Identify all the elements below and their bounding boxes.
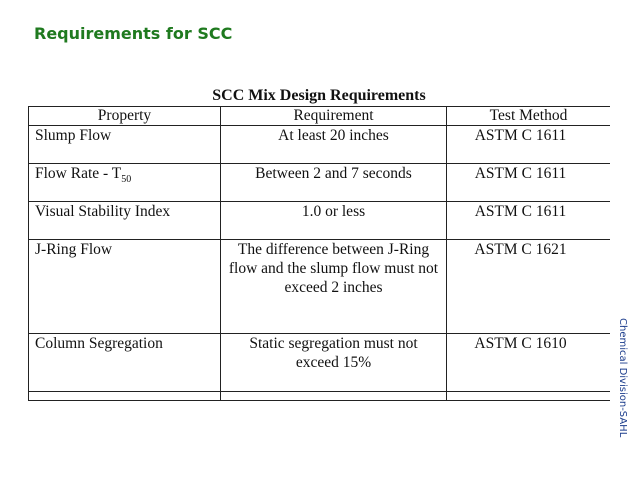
cell-property [29,164,221,202]
cell-requirement: The difference between J-Ring flow and the slump flow must not exceed 2 inches [221,240,447,334]
cell-requirement: 1.0 or less [221,202,447,240]
table-header-row [29,107,611,126]
side-label: Chemical Division-SAHL [617,318,628,438]
table-row [29,240,611,334]
header-test-method: Test Method [447,107,611,126]
cell-requirement: Between 2 and 7 seconds [221,164,447,202]
cell-property-subscript: 50 [121,174,132,186]
cell-cut [29,392,221,401]
table-caption: SCC Mix Design Requirements [212,87,426,104]
cell-property: Visual Stability Index [29,202,221,240]
requirements-table-image [28,86,610,402]
cell-test-method: ASTM C 1610 [447,334,611,392]
table-row [29,164,611,202]
cell-test-method: ASTM C 1611 [447,126,611,164]
cell-requirement: At least 20 inches [221,126,447,164]
cell-cut [221,392,447,401]
table-row [29,334,611,392]
header-property: Property [29,107,221,126]
requirements-table [28,106,610,401]
header-requirement: Requirement [221,107,447,126]
table-row [29,126,611,164]
cell-property: Slump Flow [29,126,221,164]
table-row [29,202,611,240]
cell-property: Column Segregation [29,334,221,392]
cell-property-text: Flow Rate - T [35,165,122,182]
cell-test-method: ASTM C 1611 [447,202,611,240]
table-row-cut-off [29,392,611,401]
cell-requirement: Static segregation must not exceed 15% [221,334,447,392]
cell-cut [447,392,611,401]
cell-test-method: ASTM C 1621 [447,240,611,334]
cell-test-method: ASTM C 1611 [447,164,611,202]
slide-title: Requirements for SCC [34,24,233,43]
cell-property: J-Ring Flow [29,240,221,334]
